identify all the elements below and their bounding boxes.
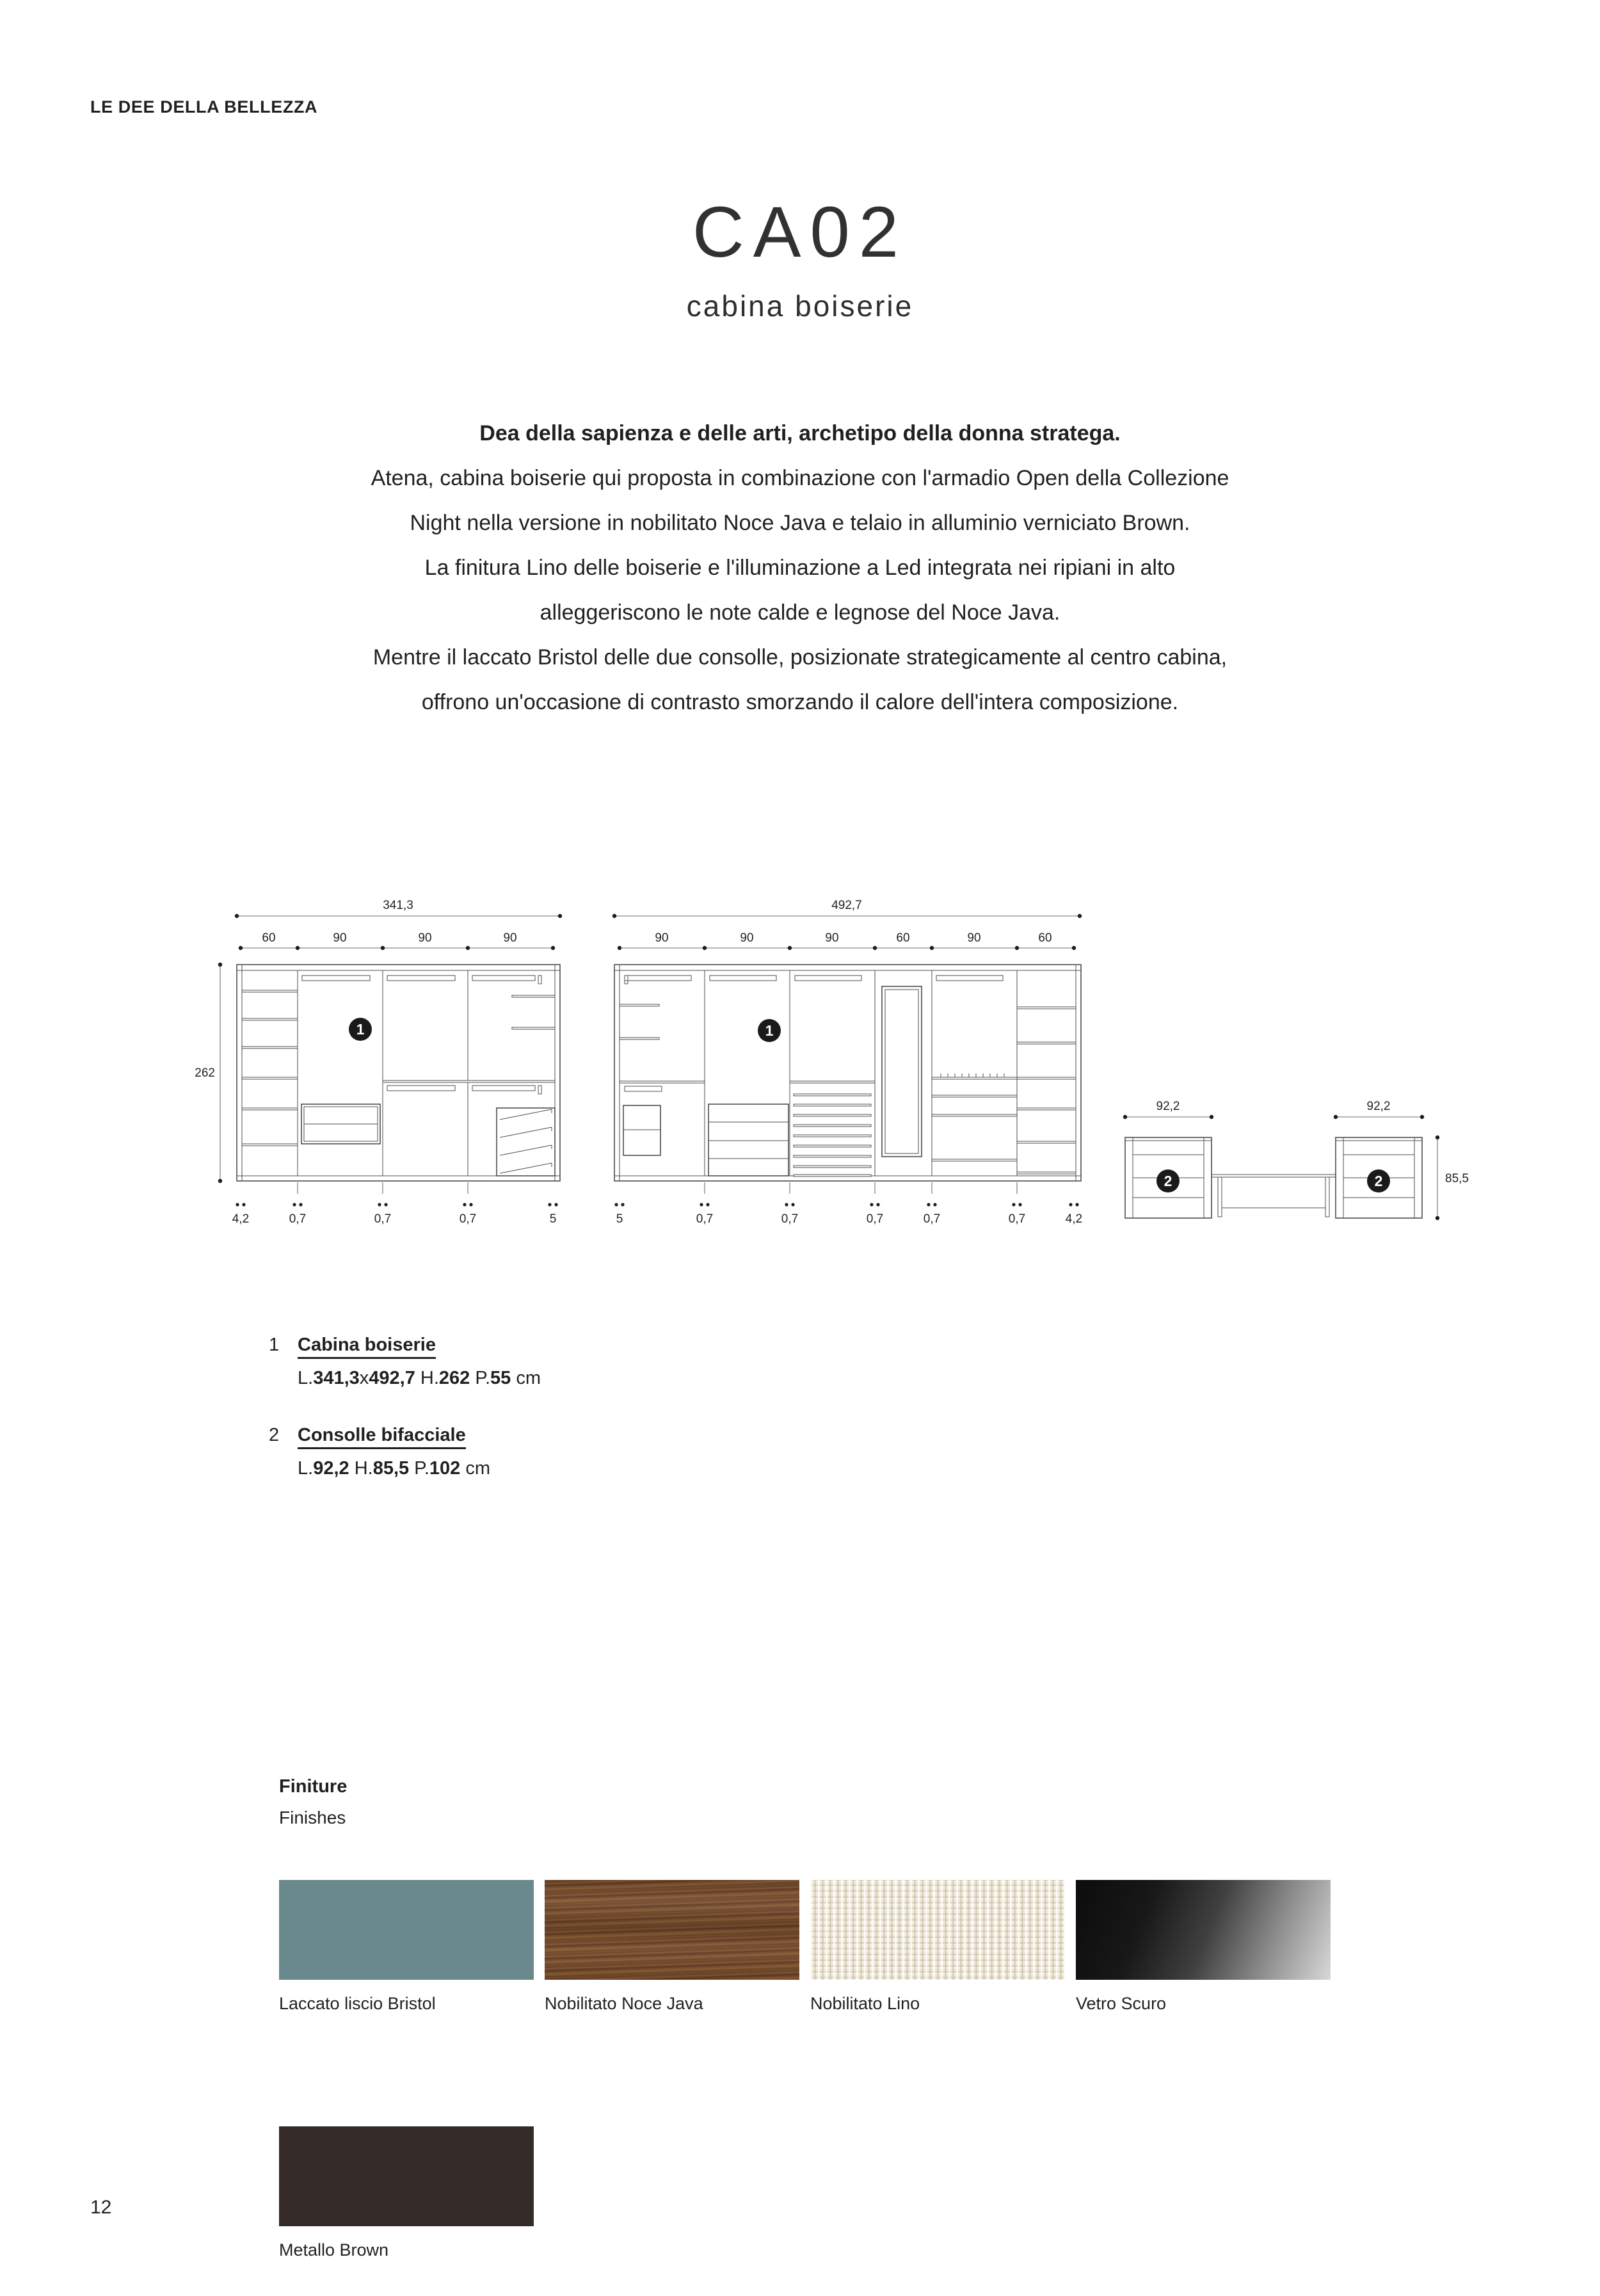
item-marker: 1	[356, 1021, 365, 1038]
swatch-metallo-brown	[279, 2126, 534, 2260]
dim-thickness: 0,7	[459, 1212, 477, 1226]
finishes-subtitle: Finishes	[279, 1808, 346, 1827]
dim-console-height: 85,5	[1445, 1172, 1469, 1185]
legend-item-2	[269, 1425, 541, 1479]
dim-thickness: 0,7	[781, 1212, 799, 1226]
dim-thickness: 0,7	[696, 1212, 714, 1226]
legend-item-dimensions: L.92,2 H.85,5 P.102 cm	[298, 1458, 490, 1479]
title-block	[0, 191, 1600, 323]
swatch-label: Laccato liscio Bristol	[279, 1994, 436, 2013]
description-line: La finitura Lino delle boiserie e l'illuminazione a Led integrata nei ripiani in alto	[424, 556, 1176, 580]
swatch-chip	[279, 1880, 534, 1980]
dim-segment: 60	[262, 931, 276, 945]
product-code: CA02	[692, 192, 908, 272]
dim-console-width: 92,2	[1156, 1100, 1180, 1113]
description-line: Mentre il laccato Bristol delle due consolle, posizionate strategicamente al centro cabina,	[372, 645, 1228, 670]
legend-item-number: 1	[269, 1335, 280, 1355]
dim-segment: 90	[655, 931, 669, 945]
swatch-label: Nobilitato Lino	[810, 1994, 920, 2013]
dim-thickness: 0,7	[866, 1212, 884, 1226]
page-number: 12	[90, 2197, 112, 2218]
description-lead: Dea della sapienza e delle arti, archetipo della donna stratega.	[479, 421, 1121, 446]
swatch-chip	[1076, 1880, 1331, 1980]
dim-segment: 60	[1038, 931, 1052, 945]
dim-segment: 90	[825, 931, 839, 945]
dim-thickness: 4,2	[232, 1212, 250, 1226]
finishes-section	[279, 1776, 1167, 2260]
technical-drawings	[0, 893, 1600, 1261]
product-description	[160, 411, 1440, 725]
description-line: alleggeriscono le note calde e legnose del Noce Java.	[540, 600, 1060, 625]
dim-console-width: 92,2	[1366, 1100, 1391, 1113]
dim-thickness: 0,7	[1008, 1212, 1026, 1226]
swatch-label: Vetro Scuro	[1076, 1994, 1167, 2013]
swatch-label: Nobilitato Noce Java	[545, 1994, 703, 2013]
legend-item-title: Consolle bifacciale	[298, 1425, 466, 1449]
swatch-nobilitato-noce-java	[545, 1880, 799, 2014]
dim-segment: 90	[418, 931, 432, 945]
item-marker: 1	[765, 1022, 774, 1039]
dim-segment: 90	[740, 931, 754, 945]
legend-item-dimensions: L.341,3x492,7 H.262 P.55 cm	[298, 1368, 541, 1388]
swatch-chip	[279, 2126, 534, 2226]
description-line: offrono un'occasione di contrasto smorzando il calore dell'intera composizione.	[421, 690, 1179, 714]
wardrobe-a-elevation-drawing	[192, 893, 576, 1261]
dim-height: 262	[195, 1066, 215, 1080]
swatch-nobilitato-lino	[810, 1880, 1065, 2014]
swatch-chip	[545, 1880, 799, 1980]
swatch-laccato-liscio-bristol	[279, 1880, 534, 2014]
wardrobe-b-elevation-drawing	[608, 893, 1088, 1261]
item-marker: 2	[1374, 1173, 1383, 1189]
dim-thickness: 0,7	[374, 1212, 392, 1226]
dim-total-width: 341,3	[383, 899, 413, 912]
item-marker: 2	[1164, 1173, 1172, 1189]
finishes-title: Finiture	[279, 1776, 348, 1797]
legend-item-title: Cabina boiserie	[298, 1335, 436, 1359]
swatch-vetro-scuro	[1076, 1880, 1331, 2014]
description-line: Night nella versione in nobilitato Noce Java e telaio in alluminio verniciato Brown.	[410, 511, 1190, 535]
dim-segment: 60	[896, 931, 910, 945]
swatch-chip	[810, 1880, 1065, 1980]
collection-header: LE DEE DELLA BELLEZZA	[90, 97, 318, 116]
dim-segment: 90	[967, 931, 981, 945]
dim-thickness: 4,2	[1065, 1212, 1083, 1226]
dim-thickness: 5	[549, 1212, 557, 1226]
product-subtitle: cabina boiserie	[686, 289, 914, 323]
dim-total-width: 492,7	[831, 899, 862, 912]
legend	[269, 1335, 541, 1515]
dim-segment: 90	[503, 931, 517, 945]
dim-thickness: 5	[616, 1212, 623, 1226]
consoles-drawing	[1107, 893, 1504, 1261]
description-line: Atena, cabina boiserie qui proposta in combinazione con l'armadio Open della Collezione	[371, 466, 1229, 490]
legend-item-number: 2	[269, 1425, 280, 1445]
dim-thickness: 0,7	[923, 1212, 941, 1226]
dim-segment: 90	[333, 931, 347, 945]
swatch-label: Metallo Brown	[279, 2240, 389, 2260]
legend-item-1	[269, 1335, 541, 1389]
dim-thickness: 0,7	[289, 1212, 307, 1226]
